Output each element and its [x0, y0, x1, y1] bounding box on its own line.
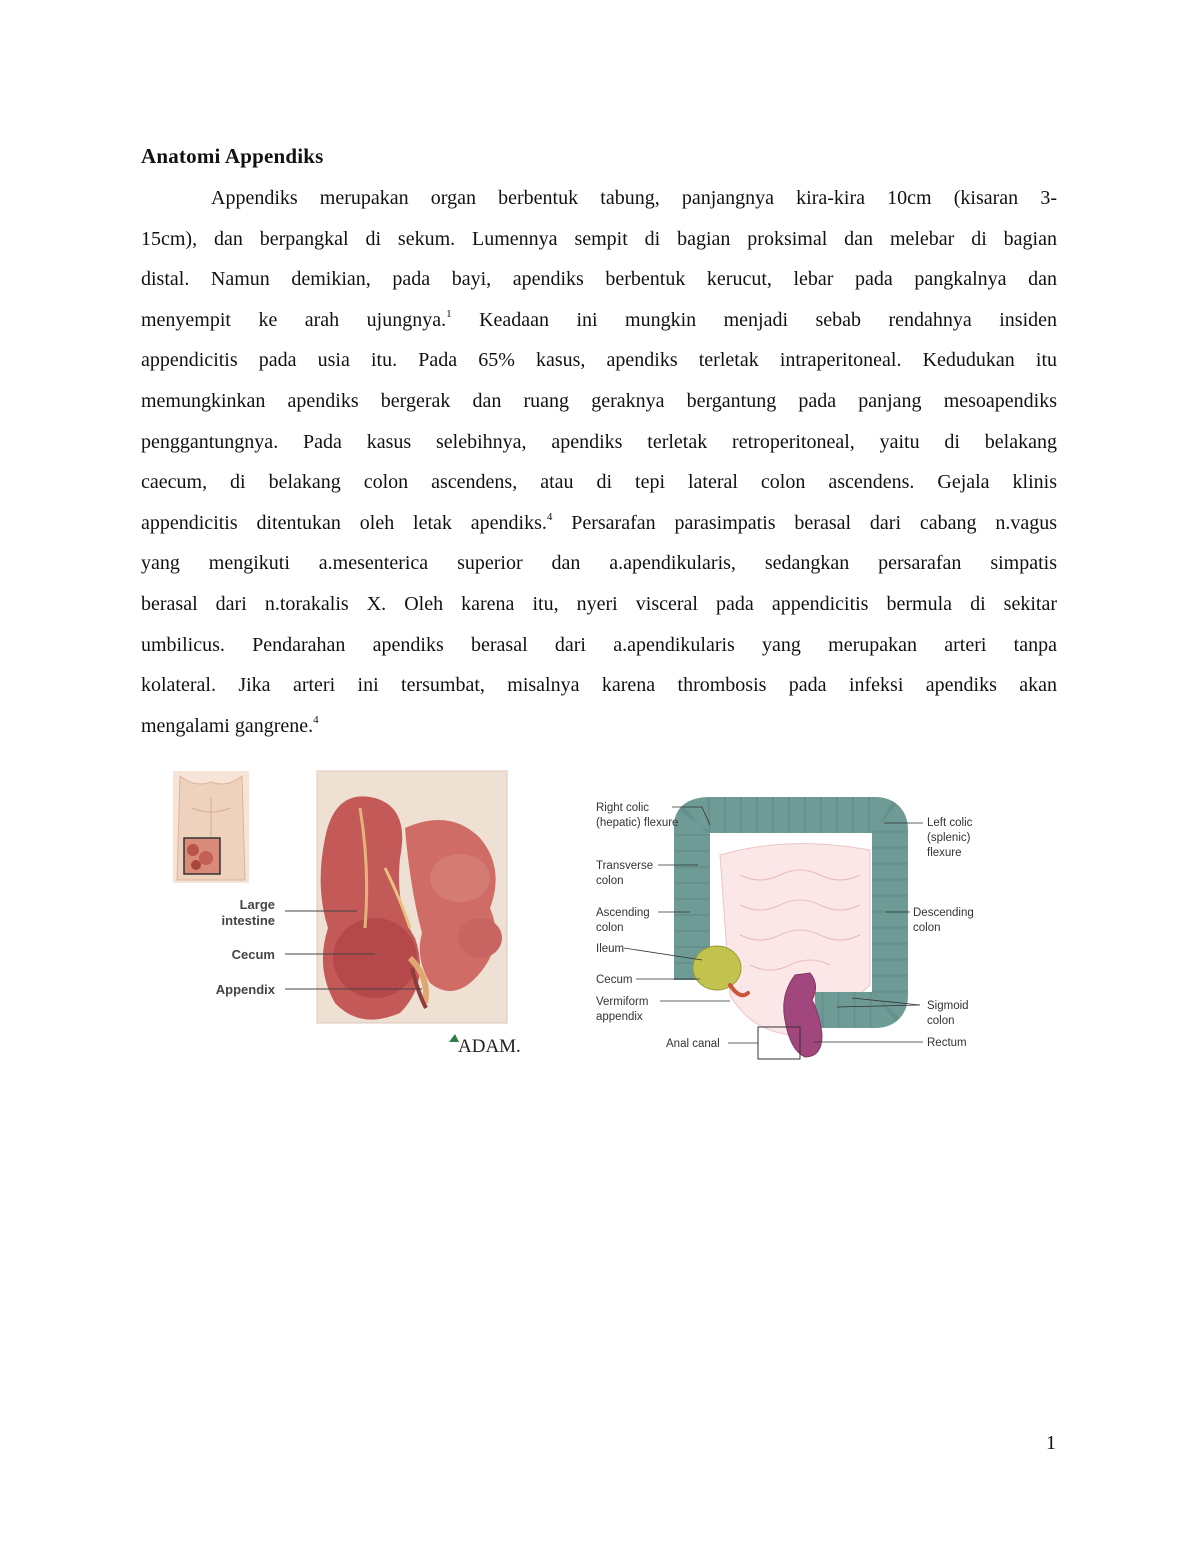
text-line: Appendiks merupakan organ berbentuk tabung, panjangnya kira-kira 10cm (kisaran 3- [211, 187, 1057, 209]
text-segment: appendicitis ditentukan oleh letak apendiks. [141, 511, 547, 534]
label-cecum: Cecum [231, 947, 275, 962]
section-heading: Anatomi Appendiks [141, 144, 324, 168]
label-rectum: Rectum [927, 1037, 967, 1049]
intestine-illustration [317, 771, 507, 1023]
figure-intestine-illustration [160, 768, 540, 1068]
page-number: 1 [1046, 1432, 1056, 1454]
body-paragraph [141, 178, 1057, 746]
text-line: appendicitis pada usia itu. Pada 65% kasus, apendiks terletak intraperitoneal. Kedudukan itu [141, 349, 1057, 372]
label-flexure: flexure [927, 847, 962, 859]
text-segment: Persarafan parasimpatis berasal dari cabang n.vagus [571, 511, 1057, 534]
label-ascending: Ascending [596, 907, 650, 919]
label-transverse: Transverse [596, 860, 654, 872]
adam-logo-text: ADAM. [458, 1036, 521, 1057]
label-right-colic: Right colic [596, 802, 650, 814]
label-anal-canal: Anal canal [666, 1038, 720, 1050]
text-line: berasal dari n.torakalis X. Oleh karena itu, nyeri visceral pada appendicitis bermula di sekitar [141, 592, 1057, 615]
label-appendix: Appendix [215, 982, 275, 997]
label-cecum: Cecum [596, 974, 633, 986]
text-line [141, 706, 1057, 747]
torso-thumbnail [173, 771, 249, 883]
label-ascending-colon: colon [596, 922, 624, 934]
label-descending-colon: colon [913, 922, 941, 934]
text-line: memungkinkan apendiks bergerak dan ruang geraknya bergantung pada panjang mesoapendiks [141, 389, 1057, 412]
label-vermiform-appendix: appendix [596, 1011, 643, 1023]
text-segment: mengalami gangrene. [141, 714, 314, 737]
text-line: umbilicus. Pendarahan apendiks berasal dari a.apendikularis yang merupakan arteri tanpa [141, 633, 1057, 656]
label-hepatic-flexure: (hepatic) flexure [596, 817, 679, 829]
citation-superscript: 4 [313, 714, 319, 727]
text-line [141, 503, 1057, 544]
label-transverse-colon: colon [596, 875, 624, 887]
label-ileum: Ileum [596, 943, 625, 955]
label-splenic: (splenic) [927, 832, 971, 844]
adam-logo [449, 1034, 521, 1057]
text-segment: menyempit ke arah ujungnya. [141, 308, 447, 331]
text-line: penggantungnya. Pada kasus selebihnya, apendiks terletak retroperitoneal, yaitu di belakang [141, 430, 1057, 453]
label-descending: Descending [913, 907, 974, 919]
citation-superscript: 4 [546, 511, 553, 524]
text-line: distal. Namun demikian, pada bayi, apendiks berbentuk kerucut, lebar pada pangkalnya dan [141, 268, 1057, 291]
text-line: kolateral. Jika arteri ini tersumbat, misalnya karena thrombosis pada infeksi apendiks akan [141, 674, 1057, 697]
text-line [141, 300, 1057, 341]
label-sigmoid: Sigmoid [927, 1000, 969, 1012]
citation-superscript: 1 [446, 308, 452, 321]
label-left-colic: Left colic [927, 817, 973, 829]
label-large: Large [239, 897, 275, 912]
text-segment: Keadaan ini mungkin menjadi sebab rendahnya insiden [479, 308, 1058, 331]
text-line: yang mengikuti a.mesenterica superior dan a.apendikularis, sedangkan persarafan simpatis [141, 552, 1057, 575]
label-sigmoid-colon: colon [927, 1015, 955, 1027]
cecum-shape [693, 946, 741, 990]
label-intestine: intestine [221, 913, 275, 928]
label-vermiform: Vermiform [596, 996, 649, 1008]
figure-colon-diagram [590, 795, 990, 1065]
text-line: caecum, di belakang colon ascendens, atau di tepi lateral colon ascendens. Gejala klinis [141, 471, 1057, 494]
text-line: 15cm), dan berpangkal di sekum. Lumennya sempit di bagian proksimal dan melebar di bagian [141, 227, 1057, 250]
